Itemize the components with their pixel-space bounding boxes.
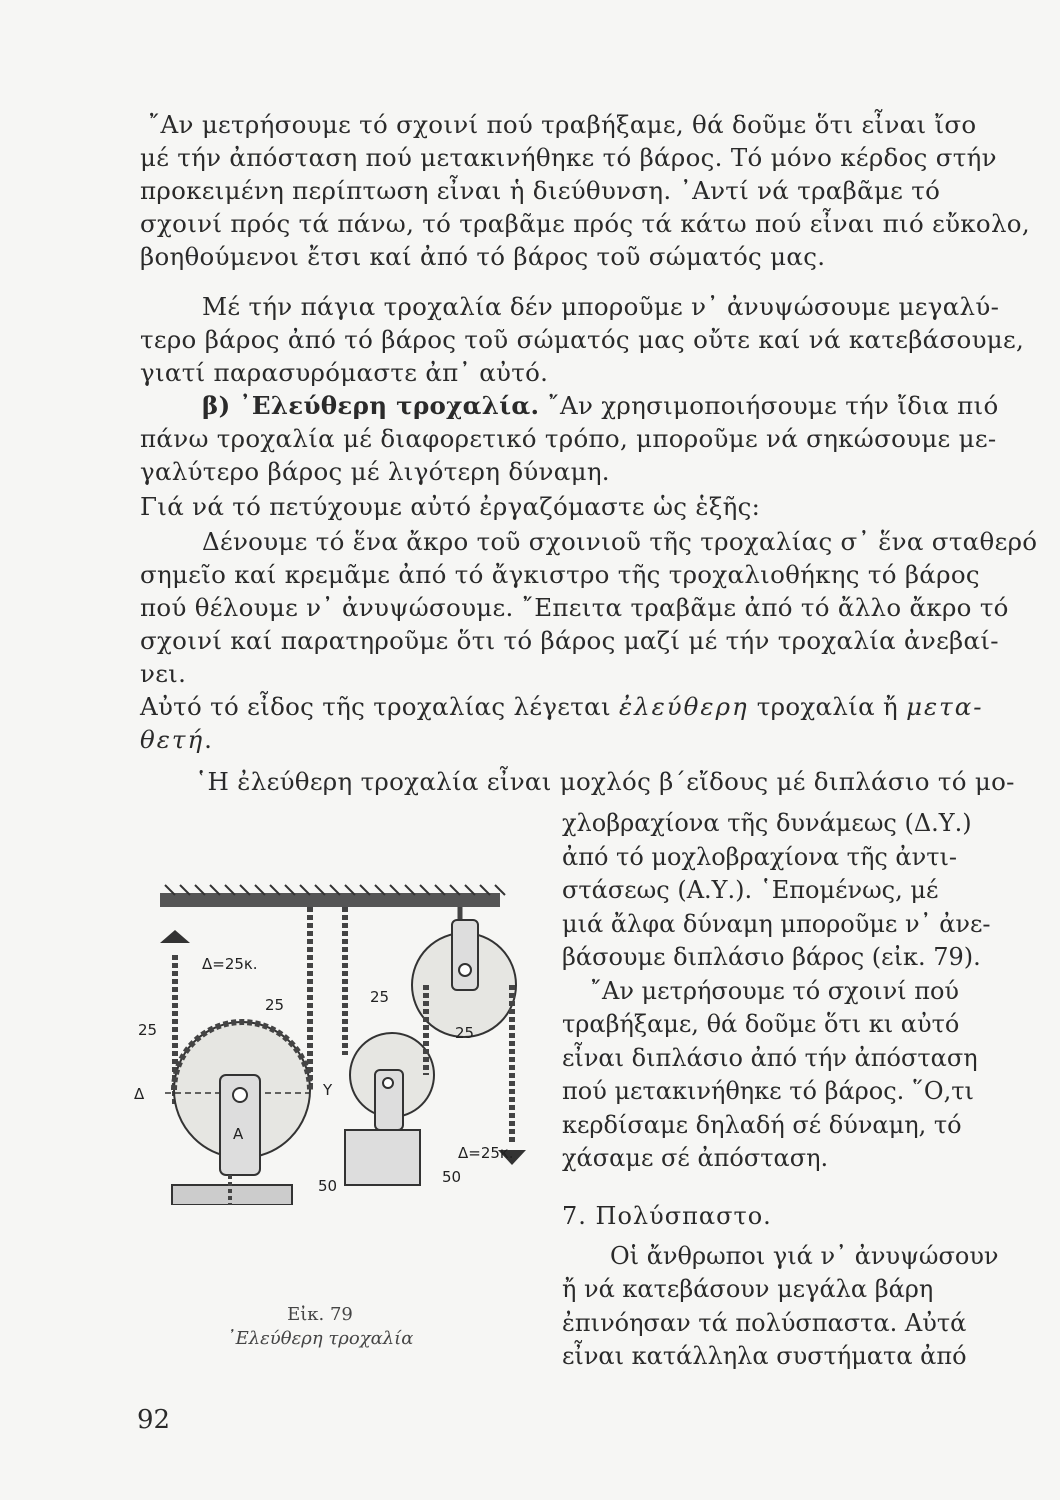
s7-line: ἐπινόησαν τά πολύσπαστα. Αὐτά <box>562 1308 967 1337</box>
p3-line: πάνω τροχαλία μέ διαφορετικό τρόπο, μποροῦμε νά σηκώσουμε με- <box>140 424 997 453</box>
figure-79-pulley-diagram <box>130 875 550 1205</box>
label-rope-25: 25 <box>370 988 390 1006</box>
rc-line: κερδίσαμε δηλαδή σέ δύναμη, τό <box>562 1110 962 1139</box>
label-a: Α <box>233 1125 244 1143</box>
p2-line: τερο βάρος ἀπό τό βάρος τοῦ σώματός μας οὔτε καί νά κατεβάσουμε, <box>140 325 1025 354</box>
p5-line: πού θέλουμε ν᾿ ἀνυψώσουμε. ῎Επειτα τραβᾶμε ἀπό τό ἄλλο ἄκρο τό <box>140 593 1009 622</box>
p2-line: γιατί παρασυρόμαστε ἀπ᾿ αὐτό. <box>140 358 549 387</box>
rc-line: χλοβραχίονα τῆς δυνάμεως (Δ.Υ.) <box>562 809 972 837</box>
rc-line: βάσουμε διπλάσιο βάρος (εἰκ. 79). <box>562 943 981 971</box>
p6-line-2 <box>140 723 980 756</box>
left-free-pulley <box>160 907 310 1205</box>
page-number: 92 <box>137 1405 171 1435</box>
p6-text: τροχαλία ἤ <box>748 692 907 721</box>
p4-line: Γιά νά τό πετύχουμε αὐτό ἐργαζόμαστε ὡς ἑξῆς: <box>140 492 761 521</box>
rc-line: μιά ἄλφα δύναμη μποροῦμε ν᾿ ἀνε- <box>562 909 991 938</box>
label-rope-25: 25 <box>138 1021 158 1039</box>
p5-line: νει. <box>140 659 187 688</box>
p5-line: Δένουμε τό ἕνα ἄκρο τοῦ σχοινιοῦ τῆς τροχαλίας σ᾿ ἕνα σταθερό <box>202 527 1038 556</box>
label-rope-25: 25 <box>265 996 285 1014</box>
p3-line: γαλύτερο βάρος μέ λιγότερη δύναμη. <box>140 457 610 486</box>
rc-line: ῎Αν μετρήσουμε τό σχοινί πού <box>590 976 960 1005</box>
s7-line: Οἱ ἄνθρωποι γιά ν᾿ ἀνυψώσουν <box>610 1241 999 1270</box>
p1-line: ῎Αν μετρήσουμε τό σχοινί πού τραβήξαμε, θά δοῦμε ὅτι εἶναι ἴσο <box>148 110 977 139</box>
label-rope-25: 25 <box>455 1024 475 1042</box>
p3-first-line <box>140 389 999 422</box>
figure-caption <box>220 1303 420 1351</box>
rc-line: εἶναι διπλάσιο ἀπό τήν ἀπόσταση <box>562 1043 978 1072</box>
rc-line: στάσεως (Α.Υ.). ῾Επομένως, μέ <box>562 876 939 904</box>
p6-end: . <box>204 725 213 754</box>
label-y: Υ <box>323 1081 333 1099</box>
p5-line: σχοινί καί παρατηροῦμε ὅτι τό βάρος μαζί μέ τήν τροχαλία ἀνεβαί- <box>140 626 999 655</box>
paragraph-4 <box>140 490 980 523</box>
label-weight-50: 50 <box>318 1177 338 1195</box>
paragraph-3 <box>140 389 999 488</box>
term-movable-end: θετή <box>140 725 205 754</box>
figure-caption-title: ᾿Ελεύθερη τροχαλία <box>226 1328 414 1349</box>
term-movable: μετα- <box>906 692 984 721</box>
p1-line: μέ τήν ἀπόσταση πού μετακινήθηκε τό βάρος. Τό μόνο κέρδος στήν <box>140 143 997 172</box>
label-force-left: Δ=25κ. <box>202 955 258 973</box>
rc-line: ἀπό τό μοχλοβραχίονα τῆς ἀντι- <box>562 842 958 871</box>
paragraph-5 <box>140 525 1038 690</box>
p6-line-1 <box>140 690 984 723</box>
p3-first-text: ῎Αν χρησιμοποιήσουμε τήν ἴδια πιό <box>539 391 999 420</box>
rc-line: χάσαμε σέ ἀπόσταση. <box>562 1144 829 1172</box>
s7-line: ἤ νά κατεβάσουν μεγάλα βάρη <box>562 1275 934 1303</box>
figure-caption-number: Εἰκ. 79 <box>287 1304 353 1325</box>
p5-line: σημεῖο καί κρεμᾶμε ἀπό τό ἄγκιστρο τῆς τροχαλιοθήκης τό βάρος <box>140 560 980 589</box>
paragraph-1 <box>140 108 1030 273</box>
paragraph-7 <box>140 765 1015 798</box>
ceiling-beam <box>160 893 500 907</box>
p1-line: προκειμένη περίπτωση εἶναι ἡ διεύθυνση. ᾿Αντί νά τραβᾶμε τό <box>140 176 941 205</box>
paragraph-6 <box>140 690 984 756</box>
right-column-text <box>562 807 991 1176</box>
s7-line: εἶναι κατάλληλα συστήματα ἀπό <box>562 1342 967 1370</box>
p7-line: ῾Η ἐλεύθερη τροχαλία εἶναι μοχλός β΄εἴδους μέ διπλάσιο τό μο- <box>195 767 1015 796</box>
rc-line: πού μετακινήθηκε τό βάρος. ῞Ο,τι <box>562 1077 974 1105</box>
rc-line: τραβήξαμε, θά δοῦμε ὅτι κι αὐτό <box>562 1010 960 1038</box>
label-delta: Δ <box>134 1085 145 1103</box>
label-weight-50: 50 <box>442 1168 462 1186</box>
section-heading-free-pulley: β) ᾿Ελεύθερη τροχαλία. <box>202 391 540 420</box>
p6-text: Αὐτό τό εἶδος τῆς τροχαλίας λέγεται <box>140 692 619 721</box>
term-free: ἐλεύθερη <box>618 692 749 721</box>
label-force-right: Δ=25κ. <box>458 1144 514 1162</box>
section-7 <box>562 1200 999 1374</box>
section-7-heading: 7. Πολύσπαστο. <box>562 1202 772 1230</box>
p2-line: Μέ τήν πάγια τροχαλία δέν μποροῦμε ν᾿ ἀνυψώσουμε μεγαλύ- <box>202 292 1000 321</box>
p1-line: σχοινί πρός τά πάνω, τό τραβᾶμε πρός τά κάτω πού εἶναι πιό εὔκολο, <box>140 209 1030 238</box>
paragraph-2 <box>140 290 1025 389</box>
p1-line: βοηθούμενοι ἔτσι καί ἀπό τό βάρος τοῦ σώματός μας. <box>140 242 826 271</box>
